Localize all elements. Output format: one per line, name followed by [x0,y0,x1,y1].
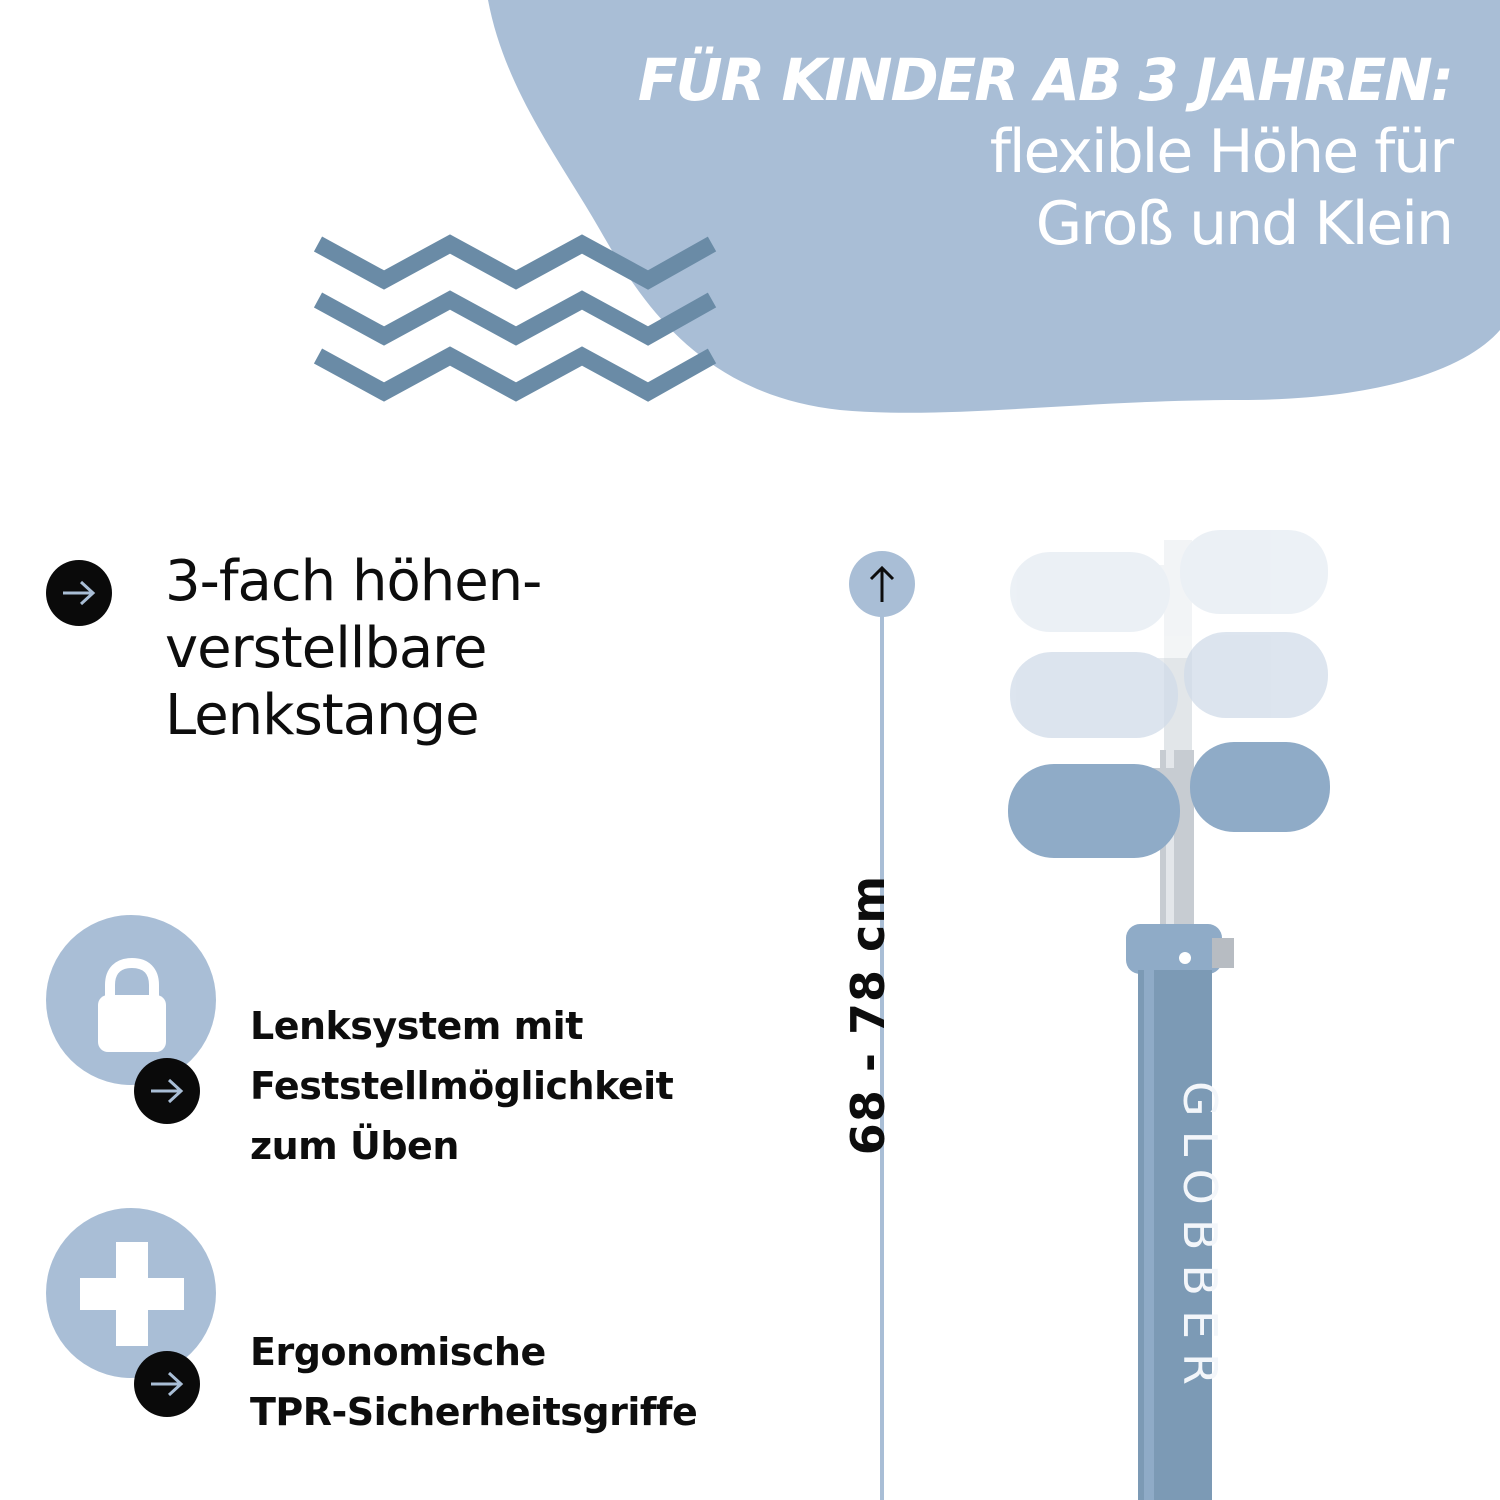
feature-grips-line2: TPR-Sicherheitsgriffe [250,1390,698,1434]
wave-lines-icon [310,230,720,415]
plus-icon [80,1242,184,1346]
brand-logo: GLOBBER [1173,1081,1227,1399]
feature-height-adjustable [165,548,541,749]
arrow-right-icon [134,1351,200,1417]
arrow-right-icon [46,560,112,626]
arrow-right-icon [134,1058,200,1124]
headline-subtitle-line1: flexible Höhe für [989,117,1452,187]
height-range-label: 68 - 78 cm [841,874,895,1156]
feature-steering-lock [250,996,673,1176]
feature-steering-line3: zum Üben [250,1124,459,1168]
headline-title: FÜR KINDER AB 3 JAHREN: [637,46,1452,114]
feature-steering-line1: Lenksystem mit [250,1004,583,1048]
feature-height-line2: verstellbare [165,616,487,681]
padlock-icon [92,955,172,1055]
feature-grips-line1: Ergonomische [250,1330,546,1374]
feature-steering-line2: Feststellmöglichkeit [250,1064,674,1108]
headline [638,44,1452,260]
headline-subtitle-line2: Groß und Klein [1035,189,1452,259]
feature-height-line1: 3-fach höhen- [165,549,542,614]
scooter-handlebar-image [980,510,1360,1500]
feature-height-line3: Lenkstange [165,683,479,748]
feature-grips [250,1322,697,1442]
